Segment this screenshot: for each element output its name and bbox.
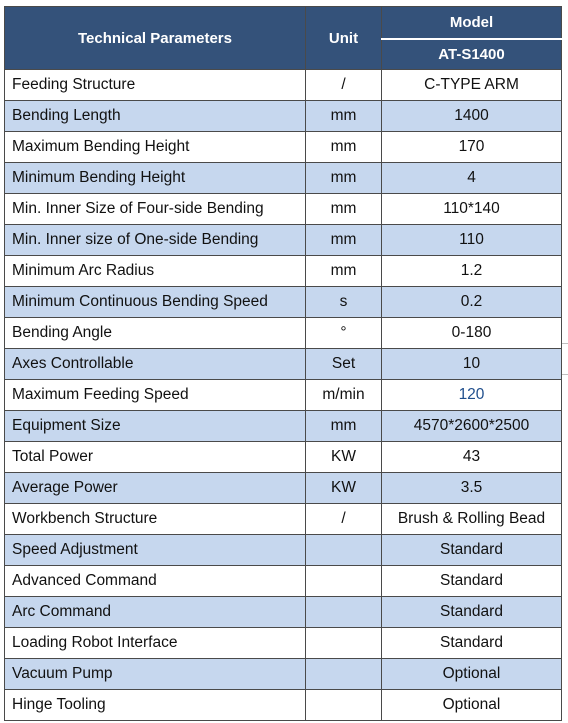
unit-cell	[306, 659, 382, 690]
parameters-header: Technical Parameters	[5, 7, 306, 70]
value-cell: Standard	[382, 597, 562, 628]
parameter-cell: Minimum Continuous Bending Speed	[5, 287, 306, 318]
parameter-cell: Total Power	[5, 442, 306, 473]
value-cell: Optional	[382, 690, 562, 721]
table-row	[5, 132, 562, 163]
parameter-cell: Vacuum Pump	[5, 659, 306, 690]
unit-cell: /	[306, 504, 382, 535]
edge-divider	[562, 343, 568, 344]
unit-cell	[306, 597, 382, 628]
value-cell: 170	[382, 132, 562, 163]
edge-divider	[562, 374, 568, 375]
unit-cell: mm	[306, 194, 382, 225]
table-row	[5, 349, 562, 380]
table-row	[5, 535, 562, 566]
unit-cell: mm	[306, 101, 382, 132]
parameter-cell: Average Power	[5, 473, 306, 504]
parameter-cell: Hinge Tooling	[5, 690, 306, 721]
table-row	[5, 256, 562, 287]
parameter-cell: Speed Adjustment	[5, 535, 306, 566]
table-row	[5, 163, 562, 194]
table-row	[5, 566, 562, 597]
unit-cell: mm	[306, 132, 382, 163]
value-cell: 4	[382, 163, 562, 194]
table-body	[5, 70, 562, 721]
table-row	[5, 473, 562, 504]
table-row	[5, 318, 562, 349]
model-header: Model	[382, 7, 562, 39]
value-cell: 120	[382, 380, 562, 411]
unit-cell: mm	[306, 225, 382, 256]
parameter-cell: Axes Controllable	[5, 349, 306, 380]
value-cell: Optional	[382, 659, 562, 690]
parameter-cell: Equipment Size	[5, 411, 306, 442]
value-cell: 1400	[382, 101, 562, 132]
unit-cell: mm	[306, 411, 382, 442]
parameter-cell: Min. Inner Size of Four-side Bending	[5, 194, 306, 225]
table-row	[5, 411, 562, 442]
table-row	[5, 101, 562, 132]
value-cell: 1.2	[382, 256, 562, 287]
parameter-cell: Maximum Bending Height	[5, 132, 306, 163]
parameter-cell: Loading Robot Interface	[5, 628, 306, 659]
value-cell: 43	[382, 442, 562, 473]
unit-cell: KW	[306, 473, 382, 504]
unit-cell: KW	[306, 442, 382, 473]
table-row	[5, 70, 562, 101]
parameter-cell: Advanced Command	[5, 566, 306, 597]
unit-header: Unit	[306, 7, 382, 70]
unit-cell: °	[306, 318, 382, 349]
parameter-cell: Arc Command	[5, 597, 306, 628]
header-row	[5, 7, 562, 39]
value-cell: 4570*2600*2500	[382, 411, 562, 442]
table-row	[5, 194, 562, 225]
unit-cell: /	[306, 70, 382, 101]
unit-cell: s	[306, 287, 382, 318]
model-name-header: AT-S1400	[382, 39, 562, 70]
value-cell: 110	[382, 225, 562, 256]
value-cell: Standard	[382, 628, 562, 659]
unit-cell	[306, 535, 382, 566]
unit-cell	[306, 628, 382, 659]
parameter-cell: Minimum Bending Height	[5, 163, 306, 194]
parameter-cell: Min. Inner size of One-side Bending	[5, 225, 306, 256]
value-cell: 0.2	[382, 287, 562, 318]
parameter-cell: Feeding Structure	[5, 70, 306, 101]
value-cell: 3.5	[382, 473, 562, 504]
value-cell: Standard	[382, 535, 562, 566]
unit-cell	[306, 566, 382, 597]
unit-cell: mm	[306, 163, 382, 194]
unit-cell	[306, 690, 382, 721]
table-row	[5, 380, 562, 411]
parameter-cell: Workbench Structure	[5, 504, 306, 535]
table-row	[5, 225, 562, 256]
table-row	[5, 504, 562, 535]
table-row	[5, 659, 562, 690]
value-cell: 110*140	[382, 194, 562, 225]
table-row	[5, 287, 562, 318]
value-cell: 0-180	[382, 318, 562, 349]
table-row	[5, 628, 562, 659]
value-cell: C-TYPE ARM	[382, 70, 562, 101]
value-cell: Brush & Rolling Bead	[382, 504, 562, 535]
parameter-cell: Minimum Arc Radius	[5, 256, 306, 287]
spec-table	[4, 6, 562, 721]
unit-cell: mm	[306, 256, 382, 287]
parameter-cell: Bending Length	[5, 101, 306, 132]
parameter-cell: Maximum Feeding Speed	[5, 380, 306, 411]
table-row	[5, 597, 562, 628]
table-row	[5, 690, 562, 721]
table-row	[5, 442, 562, 473]
unit-cell: m/min	[306, 380, 382, 411]
parameter-cell: Bending Angle	[5, 318, 306, 349]
value-cell: Standard	[382, 566, 562, 597]
table-header	[5, 7, 562, 70]
value-cell: 10	[382, 349, 562, 380]
unit-cell: Set	[306, 349, 382, 380]
